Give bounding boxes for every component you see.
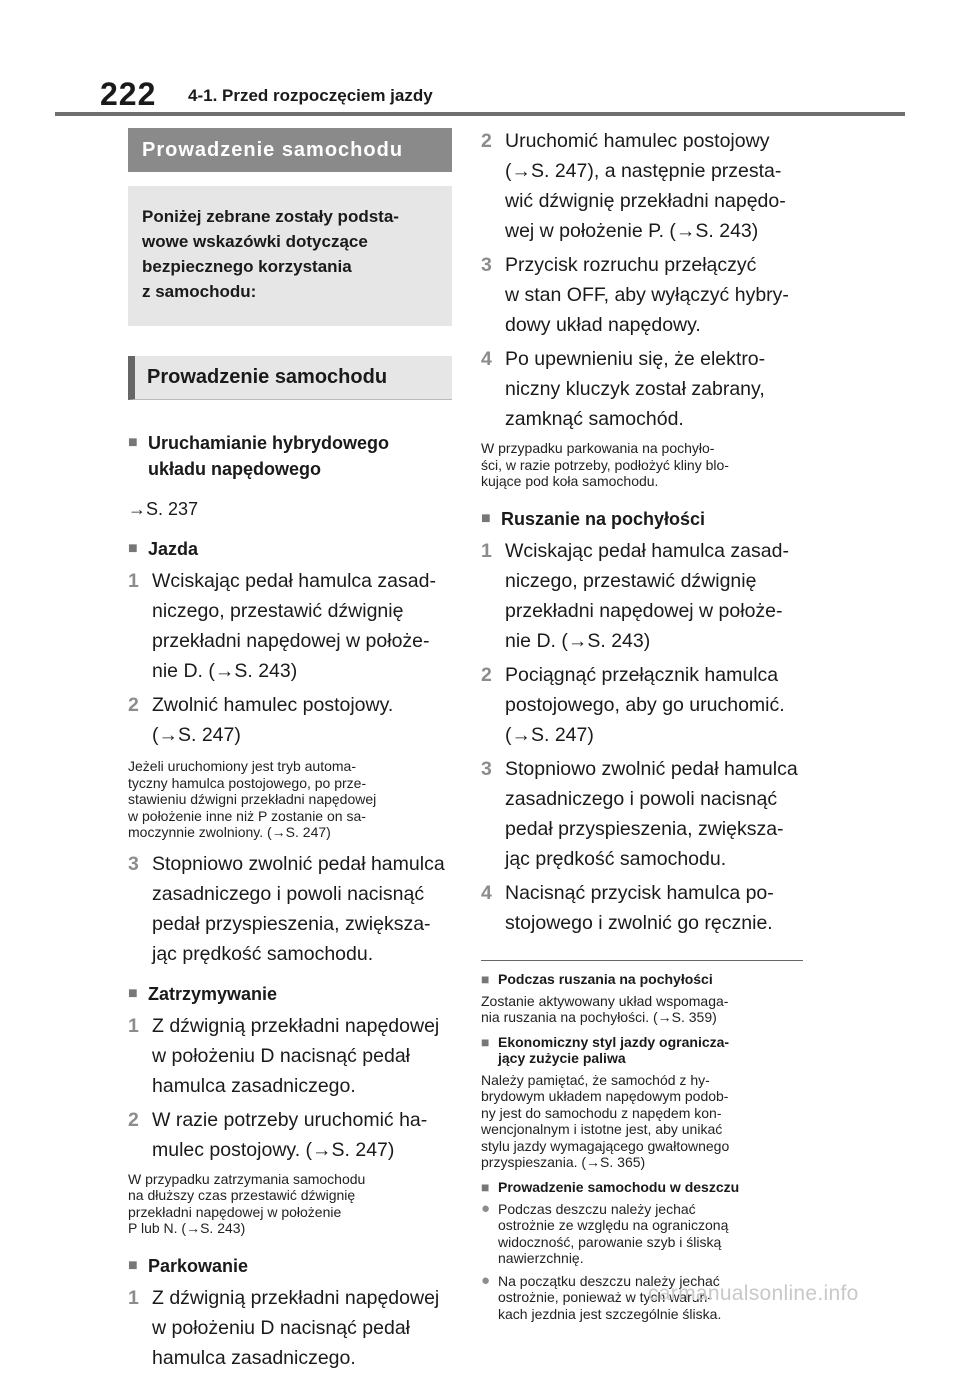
park-steps [128, 1283, 452, 1373]
step-item [128, 1105, 452, 1165]
step-item [481, 344, 803, 434]
heading-hill-start [481, 506, 803, 532]
drive-note: Jeżeli uruchomiony jest tryb automa- tyczny hamulca postojowego, po prze- stawieniu dźwigni przekładni napędowej w położenie inne niż P zostanie on sa- moczynnie zwolniony. (→S. 247) [128, 758, 377, 840]
step-number: 1 [128, 570, 139, 592]
step-item [481, 126, 803, 246]
round-bullet-icon: ● [481, 1199, 491, 1217]
step-text: W razie potrzeby uruchomić ha- mulec postojowy. (→S. 247) [152, 1108, 428, 1161]
step-text: Stopniowo zwolnić pedał hamulca zasadniczego i powoli nacisnąć pedał przyspieszenia, zwiększa- jąc prędkość samochodu. [505, 757, 798, 870]
step-item [481, 754, 803, 874]
heading-text: Parkowanie [148, 1255, 249, 1276]
page-number: 222 [100, 76, 157, 112]
left-column [128, 128, 452, 1373]
step-number: 1 [128, 1286, 139, 1309]
step-item [481, 878, 803, 938]
step-text: Z dźwignią przekładni napędowej w położeniu D nacisnąć pedał hamulca zasadniczego. [152, 1286, 440, 1369]
bullet-text: Podczas deszczu należy jechać ostrożnie ze względu na ograniczoną widoczność, parowanie szyb i śliską nawierzchnię. [498, 1200, 729, 1266]
step-item [481, 250, 803, 340]
step-number: 4 [481, 348, 492, 370]
bullet-item [481, 1201, 803, 1267]
step-text: Stopniowo zwolnić pedał hamulca zasadniczego i powoli nacisnąć pedał przyspieszenia, zwiększa- jąc prędkość samochodu. [152, 852, 445, 965]
info-heading-text: Prowadzenie samochodu w deszczu [498, 1178, 740, 1195]
square-bullet-icon: ■ [481, 970, 490, 987]
step-text: Po upewnieniu się, że elektro- niczny kluczyk został zabrany, zamknąć samochód. [505, 348, 766, 430]
heading-stopping [128, 981, 452, 1007]
header-rule [55, 112, 905, 116]
info-heading-text: Podczas ruszania na pochyłości [498, 970, 713, 987]
step-number: 3 [481, 757, 492, 780]
drive-steps-cont [128, 849, 452, 969]
drive-steps [128, 566, 452, 750]
square-bullet-icon: ■ [481, 1033, 490, 1050]
square-bullet-icon: ■ [128, 434, 138, 451]
intro-box [128, 186, 452, 326]
square-bullet-icon: ■ [128, 540, 138, 557]
step-number: 2 [128, 694, 139, 716]
heading-driving [128, 536, 452, 562]
chapter-title: 4-1. Przed rozpoczęciem jazdy [188, 86, 433, 105]
info-heading-rain [481, 1179, 803, 1195]
right-column [481, 126, 803, 1322]
section-title-bar: Prowadzenie samochodu [128, 128, 452, 172]
heading-text: Zatrzymywanie [148, 983, 278, 1004]
heading-text: Ruszanie na pochyłości [501, 508, 706, 529]
square-bullet-icon: ■ [481, 1178, 490, 1195]
square-bullet-icon: ■ [128, 1256, 138, 1274]
round-bullet-icon: ● [481, 1271, 491, 1289]
step-text: Wciskając pedał hamulca zasad- niczego, przestawić dźwignię przekładni napędowej w położe- nie D. (→S. 243) [505, 539, 789, 652]
page-reference: →S. 237 [128, 499, 199, 519]
info-text-hill: Zostanie aktywowany układ wspomaga- nia ruszania na pochyłości. (→S. 359) [481, 992, 729, 1025]
step-number: 3 [481, 254, 492, 276]
step-item [128, 1011, 452, 1101]
info-text-eco: Należy pamiętać, że samochód z hy- brydowym układem napędowym podob- ny jest do samochodu z napędem kon- wencjonalnym i istotne jest, aby unikać stylu jazdy wymagającego gwałtownego przyspieszania. (→S. 365) [481, 1071, 730, 1170]
intro-text: Poniżej zebrane zostały podsta- wowe wskazówki dotyczące bezpiecznego korzystania z samochodu: [142, 207, 399, 301]
step-item [128, 849, 452, 969]
step-text: Uruchomić hamulec postojowy (→S. 247), a następnie przesta- wić dźwignię przekładni napędo- wej w położenie P. (→S. 243) [505, 130, 786, 242]
step-item [481, 660, 803, 750]
step-item [481, 536, 803, 656]
info-divider [481, 960, 803, 961]
step-number: 2 [481, 130, 492, 152]
step-number: 1 [481, 539, 492, 562]
step-text: Zwolnić hamulec postojowy. (→S. 247) [152, 694, 394, 746]
heading-start-system [128, 430, 452, 482]
step-number: 3 [128, 852, 139, 875]
stop-note: W przypadku zatrzymania samochodu na dłuższy czas przestawić dźwignię przekładni napędowej w położenie P lub N. (→S. 243) [128, 1170, 366, 1236]
step-number: 1 [128, 1014, 139, 1037]
subsection-title: Prowadzenie samochodu [128, 356, 452, 400]
heading-text: Jazda [148, 539, 199, 559]
heading-parking [128, 1253, 452, 1279]
park-note: W przypadku parkowania na pochyło- ści, w razie potrzeby, podłożyć kliny blo- kujące pod koła samochodu. [481, 440, 729, 489]
step-text: Z dźwignią przekładni napędowej w położeniu D nacisnąć pedał hamulca zasadniczego. [152, 1014, 440, 1097]
step-item [128, 690, 452, 750]
hill-steps [481, 536, 803, 938]
step-item [128, 566, 452, 686]
step-item [128, 1283, 452, 1373]
watermark: carmanualsonline.info [648, 1282, 859, 1305]
step-number: 4 [481, 881, 492, 904]
step-number: 2 [481, 663, 492, 686]
step-text: Nacisnąć przycisk hamulca po- stojowego i zwolnić go ręcznie. [505, 881, 774, 934]
step-text: Przycisk rozruchu przełączyć w stan OFF, aby wyłączyć hybry- dowy układ napędowy. [505, 254, 789, 336]
step-text: Pociągnąć przełącznik hamulca postojowego, aby go uruchomić. (→S. 247) [505, 663, 785, 746]
heading-text: Uruchamianie hybrydowego układu napędowego [148, 433, 390, 479]
step-number: 2 [128, 1108, 139, 1131]
info-heading-hill [481, 971, 803, 987]
bullet-text: Na początku deszczu należy jechać ostrożnie, ponieważ w tych warun- kach jezdnia jest szczególnie śliska. [498, 1272, 722, 1322]
square-bullet-icon: ■ [481, 509, 491, 527]
info-heading-eco [481, 1034, 803, 1066]
park-steps-cont [481, 126, 803, 434]
stop-steps [128, 1011, 452, 1165]
step-text: Wciskając pedał hamulca zasad- niczego, przestawić dźwignię przekładni napędowej w położe- nie D. (→S. 243) [152, 570, 436, 682]
info-heading-text: Ekonomiczny styl jazdy ogranicza- jący zużycie paliwa [498, 1033, 730, 1066]
square-bullet-icon: ■ [128, 984, 138, 1002]
